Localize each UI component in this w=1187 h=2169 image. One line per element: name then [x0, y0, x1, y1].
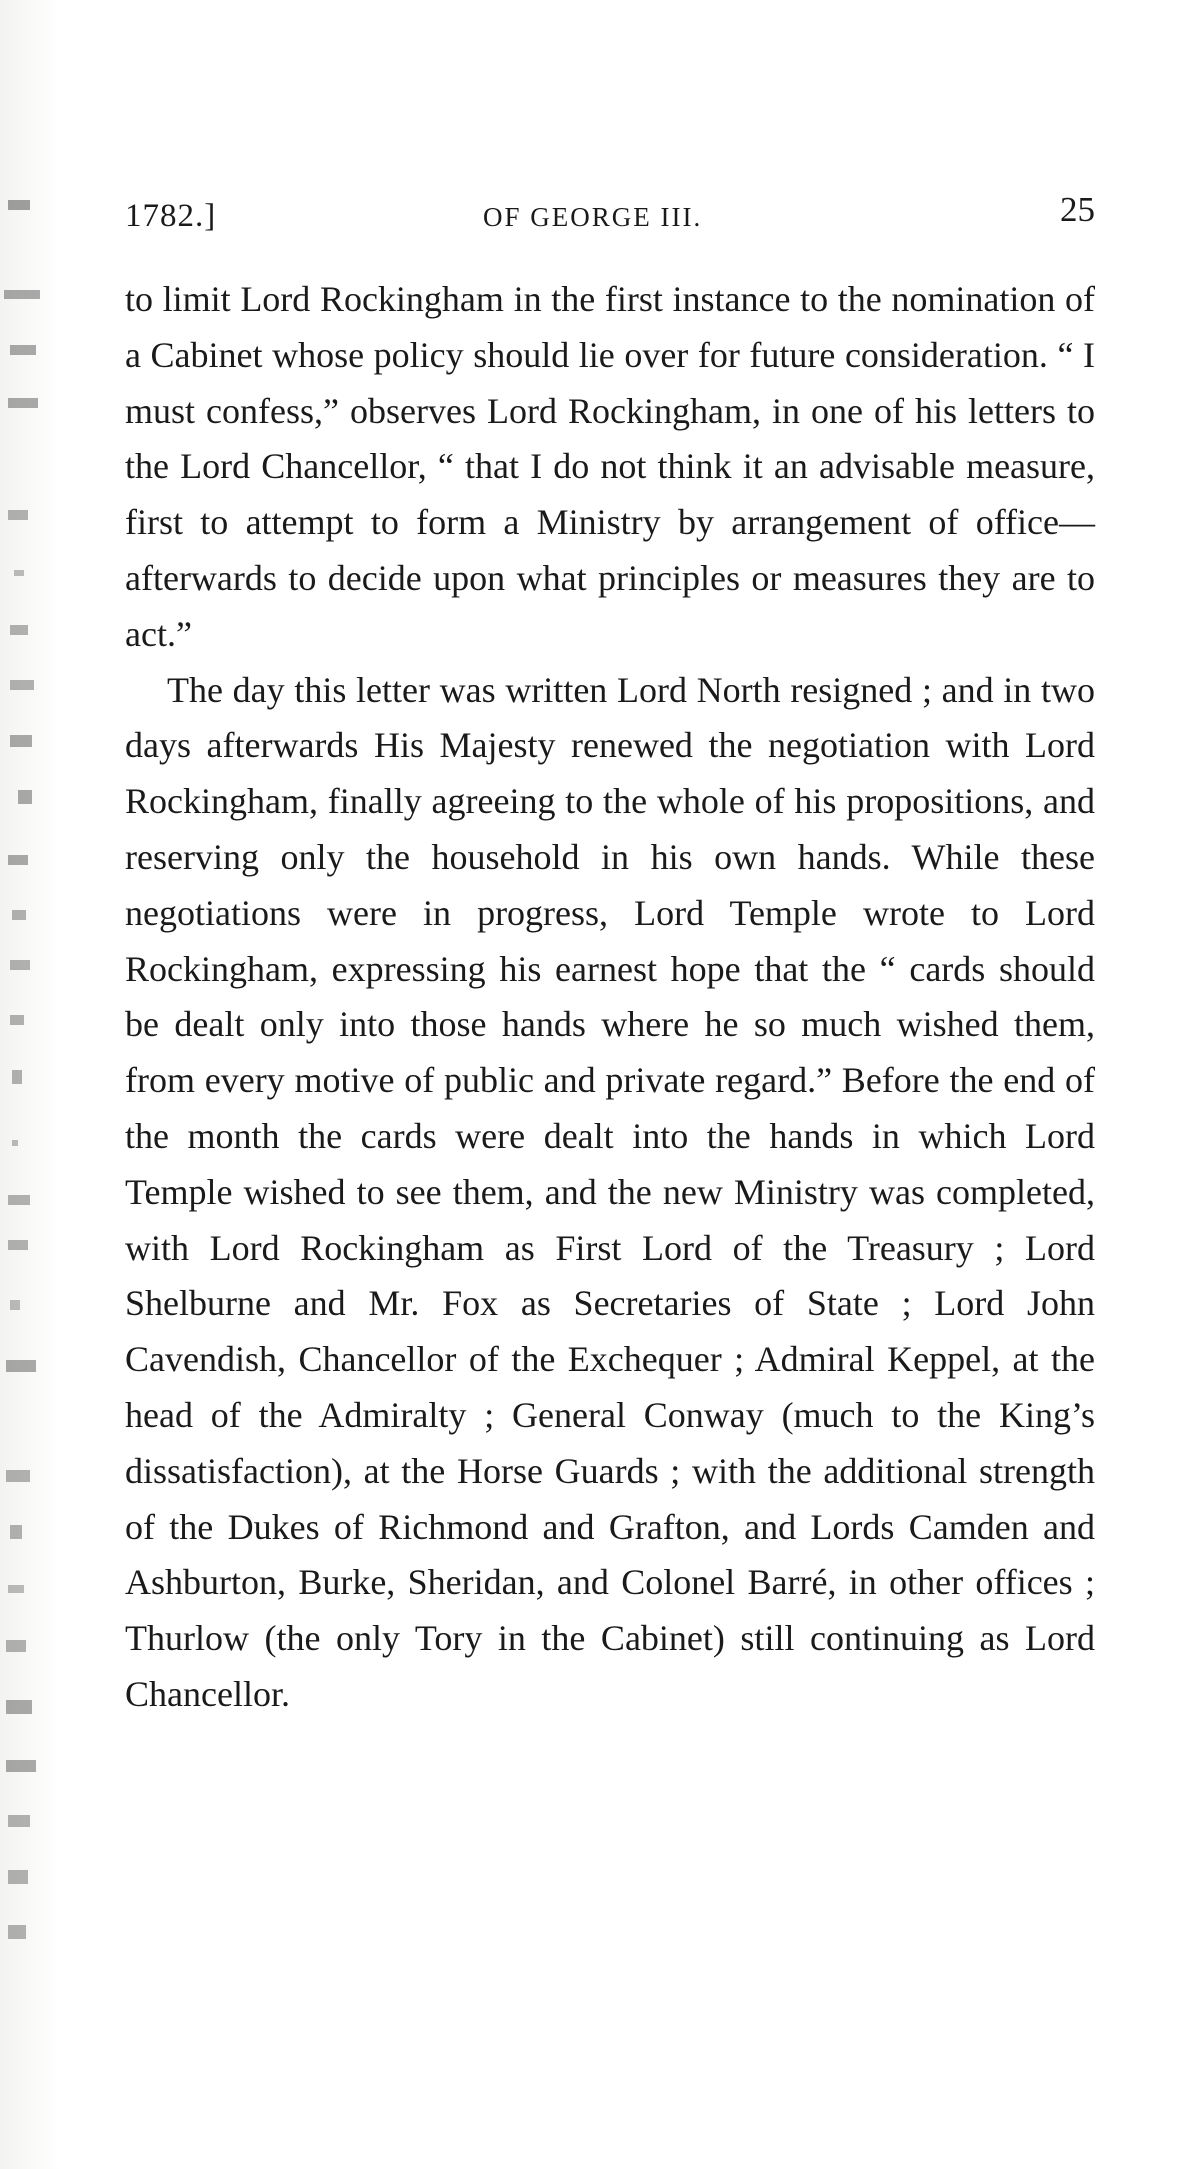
bleed-through-marks: [0, 0, 60, 2169]
paragraph: The day this letter was written Lord North resigned ; and in two days afterwards His Majesty renewed the negotiation with Lord Rockingham, finally agreeing to the whole of his propositions, and reserving only the household in his own hands. While these negotiations were in progress, Lord Temple wrote to Lord Rockingham, expressing his earnest hope that the “ cards should be dealt only into those hands where he so much wished them, from every motive of public and private regard.” Before the end of the month the cards were dealt into the hands in which Lord Temple wished to see them, and the new Ministry was completed, with Lord Rockingham as First Lord of the Treasury ; Lord Shelburne and Mr. Fox as Secretaries of State ; Lord John Cavendish, Chancellor of the Exchequer ; Admiral Keppel, at the head of the Admiralty ; General Conway (much to the King’s dissatisfaction), at the Horse Guards ; with the additional strength of the Dukes of Richmond and Grafton, and Lords Camden and Ashburton, Burke, Sheridan, and Colonel Barré, in other offices ; Thurlow (the only Tory in the Cabinet) still continuing as Lord Chancellor.: [125, 669, 1095, 1714]
body-text: [125, 272, 1095, 1723]
facing-page-bleed: [0, 0, 60, 2169]
paragraph-continued: to limit Lord Rockingham in the first instance to the nomination of a Cabinet whose policy should lie over for future consideration. “ I must confess,” observes Lord Rockingham, in one of his letters to the Lord Chancellor, “ that I do not think it an advisable measure, first to attempt to form a Ministry by arrangement of office— afterwards to decide upon what principles or measures they are to act.”: [125, 279, 1095, 654]
running-title: OF GEORGE III.: [483, 202, 703, 232]
header-year: 1782.]: [125, 198, 217, 234]
running-header: [125, 190, 1095, 240]
page-number: 25: [1060, 190, 1095, 229]
